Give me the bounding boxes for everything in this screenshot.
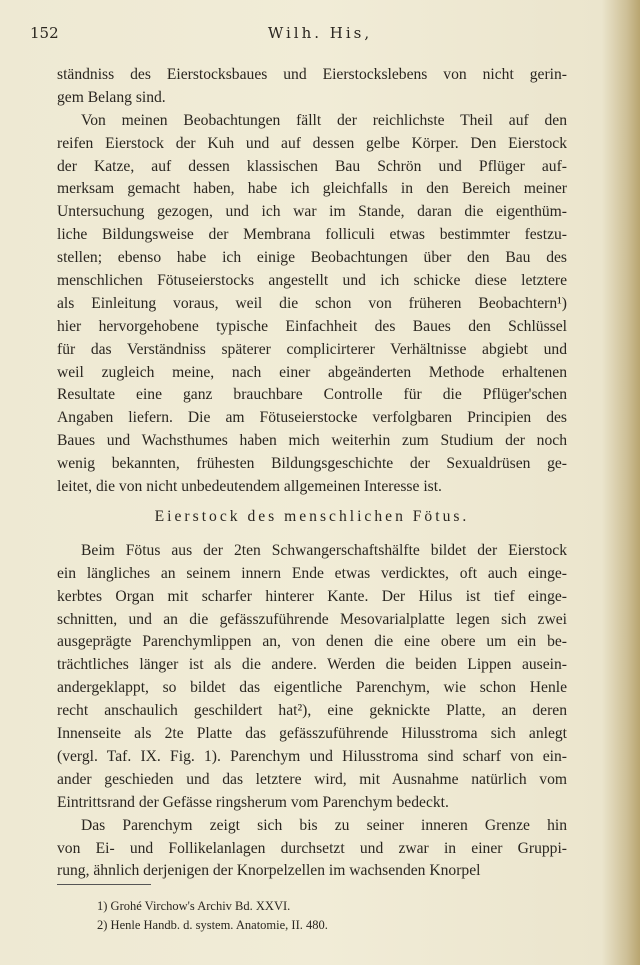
text-line: merksam gemacht haben, habe ich gleichfalls in den Bereich meiner [57, 180, 567, 198]
text-line: kerbtes Organ mit scharfer hinterer Kante. Der Hilus ist tief einge- [57, 587, 567, 605]
page-header [30, 24, 610, 48]
running-head: Wilh. His, [267, 24, 373, 42]
text-line: leitet, die von nicht unbedeutendem allgemeinen Interesse ist. [57, 478, 442, 496]
text-line: Das Parenchym zeigt sich bis zu seiner inneren Grenze hin [81, 816, 567, 834]
text-line: ausgeprägte Parenchymlippen an, von denen die eine obere um ein be- [57, 633, 567, 651]
footnote-1: 1) Grohé Virchow's Archiv Bd. XXVI. [97, 899, 291, 913]
text-line: Beim Fötus aus der 2ten Schwangerschaftshälfte bildet der Eierstock [81, 541, 567, 559]
text-line: rung, ähnlich derjenigen der Knorpelzellen im wachsenden Knorpel [57, 862, 481, 880]
text-line: hier hervorgehobene typische Einfachheit des Baues den Schlüssel [57, 317, 567, 335]
text-line: gem Belang sind. [57, 88, 166, 106]
text-line: ein längliches an seinem innern Ende etwas verdicktes, oft auch einge- [57, 564, 567, 582]
footnotes [97, 897, 328, 935]
text-line: trächtliches länger ist als die andere. Werden die beiden Lippen ausein- [57, 656, 567, 674]
text-line: stellen; ebenso habe ich einige Beobachtungen über den Bau des [57, 249, 567, 267]
text-line: schnitten, und an die gefässzuführende Mesovarialplatte legen sich zwei [57, 610, 567, 628]
footnote-2: 2) Henle Handb. d. system. Anatomie, II. 480. [97, 918, 328, 932]
page-number: 152 [30, 24, 59, 42]
text-line: Angaben liefern. Die am Fötuseierstocke verfolgbaren Principien des [57, 409, 567, 427]
text-line: Eintrittsrand der Gefässe ringsherum vom Parenchym bedeckt. [57, 793, 449, 811]
text-line: Innenseite als 2te Platte das gefässzuführende Hilusstroma sich anlegt [57, 725, 567, 743]
paragraph [57, 815, 567, 884]
text-line: recht anschaulich geschildert hat²), eine geknickte Platte, an deren [57, 702, 567, 720]
text-line: von Ei- und Follikelanlagen durchsetzt und zwar in einer Gruppi- [57, 839, 567, 857]
text-line: Baues und Wachsthumes haben mich weiterhin zum Studium der noch [57, 432, 567, 450]
text-line: andergeklappt, so bildet das eigentliche Parenchym, wie schon Henle [57, 679, 567, 697]
text-line: Von meinen Beobachtungen fällt der reichlichste Theil auf den [81, 111, 567, 129]
text-line: Untersuchung gezogen, und ich war im Stande, daran die eigenthüm- [57, 203, 567, 221]
text-line: wenig bekannten, frühesten Bildungsgeschichte der Sexualdrüsen ge- [57, 455, 567, 473]
paragraph [57, 64, 567, 110]
paragraph [57, 110, 567, 499]
text-line: reifen Eierstock der Kuh und auf dessen gelbe Körper. Den Eierstock [57, 134, 567, 152]
text-line: für das Verständniss späterer complicirterer Verhältnisse abgiebt und [57, 340, 567, 358]
text-line: ständniss des Eierstocksbaues und Eierstockslebens von nicht gerin- [57, 66, 567, 83]
body-text [57, 64, 567, 883]
text-line: liche Bildungsweise der Membrana folliculi etwas bestimmter festzu- [57, 226, 567, 244]
footnote-rule [57, 884, 151, 885]
text-line: Resultate eine ganz brauchbare Controlle für die Pflüger'schen [57, 386, 567, 404]
text-line: ander geschieden und das letztere wird, mit Ausnahme natürlich vom [57, 770, 567, 788]
paragraph [57, 540, 567, 815]
text-line: der Katze, auf dessen klassischen Bau Schrön und Pflüger auf- [57, 157, 567, 175]
section-heading: Eierstock des menschlichen Fötus. [154, 507, 470, 525]
text-line: weil zugleich meine, nach einer abgeänderten Methode erhaltenen [57, 363, 567, 381]
text-line: menschlichen Fötuseierstocks angestellt und ich schicke diese letztere [57, 272, 567, 290]
text-line: (vergl. Taf. IX. Fig. 1). Parenchym und Hilusstroma sind scharf von ein- [57, 747, 567, 765]
text-line: als Einleitung voraus, weil die schon von früheren Beobachtern¹) [57, 294, 567, 312]
